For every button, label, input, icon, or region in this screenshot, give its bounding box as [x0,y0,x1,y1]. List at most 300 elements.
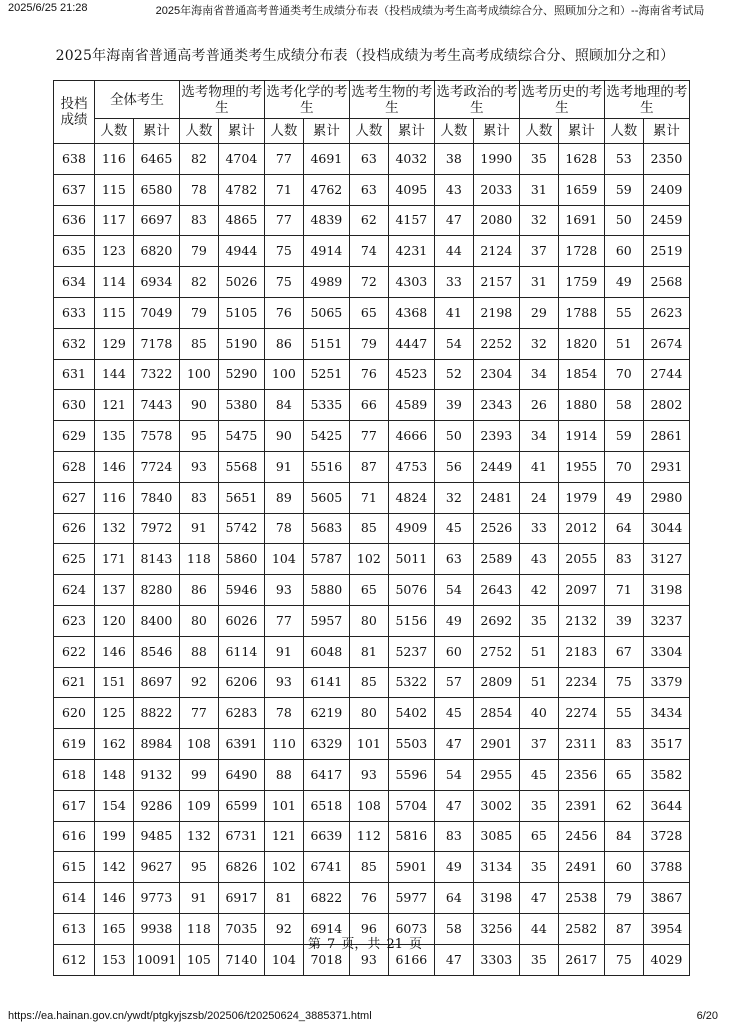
cumulative-cell: 2393 [473,421,519,452]
cumulative-cell: 7049 [133,297,179,328]
cumulative-cell: 7724 [133,451,179,482]
count-cell: 77 [264,605,303,636]
cumulative-cell: 6329 [303,729,349,760]
cumulative-cell: 1691 [558,205,604,236]
cumulative-cell: 4865 [218,205,264,236]
cumulative-cell: 1728 [558,236,604,267]
count-cell: 37 [519,729,558,760]
count-cell: 162 [94,729,133,760]
count-cell: 32 [519,205,558,236]
cumulative-cell: 5251 [303,359,349,390]
count-cell: 83 [604,729,643,760]
table-row [54,544,690,575]
count-cell: 53 [604,144,643,175]
cumulative-cell: 6166 [388,944,434,975]
cumulative-cell: 2744 [643,359,689,390]
cumulative-cell: 3728 [643,821,689,852]
cumulative-cell: 5651 [218,482,264,513]
cumulative-cell: 2854 [473,698,519,729]
table-row [54,236,690,267]
count-cell: 35 [519,144,558,175]
cumulative-cell: 4095 [388,174,434,205]
count-cell: 93 [349,759,388,790]
cumulative-cell: 5190 [218,328,264,359]
cumulative-cell: 5516 [303,451,349,482]
count-cell: 76 [349,359,388,390]
cumulative-cell: 5076 [388,575,434,606]
cumulative-cell: 6518 [303,790,349,821]
cumulative-cell: 6934 [133,267,179,298]
count-cell: 75 [604,667,643,698]
cumulative-cell: 1628 [558,144,604,175]
score-cell: 622 [54,636,95,667]
score-cell: 621 [54,667,95,698]
cumulative-cell: 5568 [218,451,264,482]
cumulative-cell: 3517 [643,729,689,760]
group-header: 选考地理的考生 [604,81,689,119]
count-cell: 65 [604,759,643,790]
cumulative-cell: 2617 [558,944,604,975]
cumulative-cell: 9132 [133,759,179,790]
cumulative-cell: 2692 [473,605,519,636]
group-header: 选考化学的考生 [264,81,349,119]
score-cell: 615 [54,852,95,883]
page-footer: 第 7 页，共 21 页 [307,937,423,952]
table-row [54,729,690,760]
page-url: https://ea.hainan.gov.cn/ywdt/ptgkyjszsb/202506/t20250624_3885371.html [8,1010,372,1022]
cumulative-cell: 4157 [388,205,434,236]
count-cell: 63 [349,174,388,205]
cumulative-cell: 3237 [643,605,689,636]
count-cell: 54 [434,328,473,359]
count-cell: 153 [94,944,133,975]
count-cell: 51 [519,667,558,698]
count-cell: 60 [434,636,473,667]
cumulative-cell: 4691 [303,144,349,175]
count-cell: 77 [179,698,218,729]
cumulative-cell: 1955 [558,451,604,482]
cumulative-cell: 2350 [643,144,689,175]
count-cell: 102 [264,852,303,883]
cumulative-cell: 5425 [303,421,349,452]
group-header: 选考历史的考生 [519,81,604,119]
count-cell: 54 [434,759,473,790]
print-page-number: 6/20 [696,1010,718,1022]
table-row [54,575,690,606]
cumulative-cell: 6639 [303,821,349,852]
count-cell: 55 [604,698,643,729]
count-cell: 142 [94,852,133,883]
cumulative-cell: 3303 [473,944,519,975]
count-cell: 132 [94,513,133,544]
count-cell: 35 [519,790,558,821]
cumulative-header: 累计 [388,119,434,144]
cumulative-cell: 8822 [133,698,179,729]
count-cell: 91 [264,636,303,667]
count-cell: 45 [519,759,558,790]
count-cell: 129 [94,328,133,359]
cumulative-cell: 2097 [558,575,604,606]
count-cell: 85 [179,328,218,359]
cumulative-cell: 3044 [643,513,689,544]
cumulative-cell: 7140 [218,944,264,975]
cumulative-cell: 6206 [218,667,264,698]
count-cell: 135 [94,421,133,452]
cumulative-cell: 3379 [643,667,689,698]
count-cell: 118 [179,913,218,944]
table-row [54,174,690,205]
count-header: 人数 [264,119,303,144]
cumulative-cell: 8984 [133,729,179,760]
count-cell: 43 [519,544,558,575]
cumulative-cell: 6731 [218,821,264,852]
cumulative-header: 累计 [218,119,264,144]
table-row [54,852,690,883]
cumulative-cell: 2674 [643,328,689,359]
score-cell: 614 [54,883,95,914]
count-cell: 93 [264,575,303,606]
count-cell: 33 [434,267,473,298]
count-cell: 77 [349,421,388,452]
count-cell: 88 [179,636,218,667]
count-cell: 165 [94,913,133,944]
cumulative-cell: 3256 [473,913,519,944]
count-cell: 85 [349,852,388,883]
count-cell: 33 [519,513,558,544]
count-cell: 75 [264,236,303,267]
table-row [54,297,690,328]
count-cell: 146 [94,636,133,667]
cumulative-cell: 3085 [473,821,519,852]
count-cell: 40 [519,698,558,729]
count-cell: 66 [349,390,388,421]
count-cell: 92 [179,667,218,698]
count-cell: 105 [179,944,218,975]
count-cell: 108 [349,790,388,821]
cumulative-cell: 2643 [473,575,519,606]
cumulative-cell: 4523 [388,359,434,390]
count-cell: 83 [434,821,473,852]
table-header-subcolumns [54,119,690,144]
table-row [54,605,690,636]
count-cell: 84 [604,821,643,852]
cumulative-cell: 2055 [558,544,604,575]
count-cell: 116 [94,482,133,513]
count-cell: 59 [604,421,643,452]
score-distribution-table [53,80,690,976]
table-row [54,421,690,452]
score-cell: 616 [54,821,95,852]
cumulative-cell: 2582 [558,913,604,944]
count-cell: 78 [264,698,303,729]
cumulative-cell: 5065 [303,297,349,328]
count-cell: 125 [94,698,133,729]
count-cell: 45 [434,698,473,729]
table-row [54,267,690,298]
cumulative-cell: 5957 [303,605,349,636]
count-cell: 100 [264,359,303,390]
count-cell: 120 [94,605,133,636]
cumulative-cell: 5290 [218,359,264,390]
count-cell: 75 [264,267,303,298]
cumulative-cell: 2491 [558,852,604,883]
score-cell: 619 [54,729,95,760]
cumulative-cell: 5026 [218,267,264,298]
cumulative-cell: 4032 [388,144,434,175]
count-cell: 26 [519,390,558,421]
count-cell: 91 [264,451,303,482]
count-cell: 80 [349,698,388,729]
document-title: 2025年海南省普通高考普通类考生成绩分布表（投档成绩为考生高考成绩综合分、照顾加分之和） [55,48,675,64]
cumulative-cell: 7018 [303,944,349,975]
count-cell: 24 [519,482,558,513]
cumulative-cell: 2234 [558,667,604,698]
count-cell: 95 [179,421,218,452]
count-cell: 101 [349,729,388,760]
cumulative-cell: 4914 [303,236,349,267]
table-row [54,636,690,667]
cumulative-cell: 2198 [473,297,519,328]
cumulative-cell: 3954 [643,913,689,944]
cumulative-cell: 5946 [218,575,264,606]
cumulative-cell: 7443 [133,390,179,421]
table-row [54,390,690,421]
cumulative-cell: 3002 [473,790,519,821]
count-cell: 79 [179,297,218,328]
score-cell: 625 [54,544,95,575]
count-cell: 65 [349,575,388,606]
cumulative-cell: 4762 [303,174,349,205]
count-cell: 123 [94,236,133,267]
cumulative-header: 累计 [303,119,349,144]
count-cell: 49 [604,482,643,513]
table-row [54,883,690,914]
count-cell: 47 [434,729,473,760]
count-cell: 65 [519,821,558,852]
count-cell: 49 [604,267,643,298]
cumulative-cell: 5156 [388,605,434,636]
cumulative-cell: 5380 [218,390,264,421]
count-cell: 70 [604,451,643,482]
count-cell: 32 [434,482,473,513]
group-header: 选考物理的考生 [179,81,264,119]
table-body [54,144,690,976]
count-cell: 57 [434,667,473,698]
cumulative-cell: 2623 [643,297,689,328]
count-cell: 64 [604,513,643,544]
cumulative-cell: 8400 [133,605,179,636]
cumulative-cell: 3644 [643,790,689,821]
cumulative-cell: 2124 [473,236,519,267]
cumulative-cell: 4303 [388,267,434,298]
count-cell: 45 [434,513,473,544]
cumulative-cell: 4989 [303,267,349,298]
count-cell: 47 [434,205,473,236]
cumulative-cell: 2356 [558,759,604,790]
count-cell: 63 [349,144,388,175]
cumulative-cell: 2861 [643,421,689,452]
count-cell: 39 [434,390,473,421]
score-cell: 631 [54,359,95,390]
cumulative-cell: 2568 [643,267,689,298]
score-cell: 630 [54,390,95,421]
cumulative-cell: 4447 [388,328,434,359]
count-cell: 63 [434,544,473,575]
cumulative-cell: 10091 [133,944,179,975]
count-cell: 38 [434,144,473,175]
cumulative-cell: 6697 [133,205,179,236]
cumulative-cell: 5596 [388,759,434,790]
count-cell: 83 [179,482,218,513]
cumulative-cell: 5816 [388,821,434,852]
count-cell: 47 [434,790,473,821]
cumulative-cell: 6917 [218,883,264,914]
cumulative-cell: 1659 [558,174,604,205]
cumulative-cell: 6283 [218,698,264,729]
cumulative-cell: 3127 [643,544,689,575]
count-header: 人数 [604,119,643,144]
count-cell: 31 [519,267,558,298]
cumulative-cell: 5322 [388,667,434,698]
count-cell: 99 [179,759,218,790]
count-cell: 64 [434,883,473,914]
count-cell: 108 [179,729,218,760]
cumulative-cell: 4704 [218,144,264,175]
score-cell: 633 [54,297,95,328]
cumulative-cell: 2343 [473,390,519,421]
cumulative-cell: 5880 [303,575,349,606]
score-cell: 637 [54,174,95,205]
count-cell: 81 [264,883,303,914]
count-cell: 137 [94,575,133,606]
cumulative-cell: 7972 [133,513,179,544]
count-cell: 89 [264,482,303,513]
score-cell: 626 [54,513,95,544]
count-cell: 71 [264,174,303,205]
cumulative-cell: 1820 [558,328,604,359]
count-cell: 121 [264,821,303,852]
count-header: 人数 [179,119,218,144]
count-cell: 75 [604,944,643,975]
group-header: 选考政治的考生 [434,81,519,119]
count-cell: 112 [349,821,388,852]
count-cell: 121 [94,390,133,421]
cumulative-cell: 5683 [303,513,349,544]
cumulative-cell: 2012 [558,513,604,544]
count-cell: 91 [179,513,218,544]
score-cell: 635 [54,236,95,267]
cumulative-cell: 5977 [388,883,434,914]
count-cell: 52 [434,359,473,390]
cumulative-cell: 2033 [473,174,519,205]
count-cell: 76 [349,883,388,914]
cumulative-cell: 3134 [473,852,519,883]
count-cell: 171 [94,544,133,575]
count-cell: 47 [434,944,473,975]
count-cell: 65 [349,297,388,328]
score-cell: 638 [54,144,95,175]
cumulative-cell: 6490 [218,759,264,790]
cumulative-cell: 2980 [643,482,689,513]
count-cell: 54 [434,575,473,606]
count-cell: 35 [519,944,558,975]
cumulative-cell: 5503 [388,729,434,760]
table-row [54,698,690,729]
table-row [54,359,690,390]
count-header: 人数 [349,119,388,144]
count-cell: 100 [179,359,218,390]
count-cell: 146 [94,451,133,482]
cumulative-cell: 3198 [473,883,519,914]
cumulative-cell: 5011 [388,544,434,575]
count-cell: 91 [179,883,218,914]
count-cell: 80 [179,605,218,636]
cumulative-cell: 1880 [558,390,604,421]
count-cell: 79 [604,883,643,914]
cumulative-cell: 4782 [218,174,264,205]
count-cell: 77 [264,144,303,175]
count-cell: 41 [434,297,473,328]
count-cell: 95 [179,852,218,883]
count-cell: 44 [519,913,558,944]
count-cell: 199 [94,821,133,852]
cumulative-header: 累计 [133,119,179,144]
cumulative-cell: 2519 [643,236,689,267]
table-row [54,821,690,852]
cumulative-cell: 6580 [133,174,179,205]
count-cell: 154 [94,790,133,821]
count-cell: 78 [264,513,303,544]
cumulative-cell: 2391 [558,790,604,821]
cumulative-header: 累计 [473,119,519,144]
table-row [54,451,690,482]
count-cell: 92 [264,913,303,944]
count-cell: 118 [179,544,218,575]
count-cell: 50 [604,205,643,236]
count-cell: 35 [519,605,558,636]
count-cell: 37 [519,236,558,267]
count-header: 人数 [434,119,473,144]
cumulative-cell: 5237 [388,636,434,667]
cumulative-cell: 4666 [388,421,434,452]
count-cell: 70 [604,359,643,390]
count-cell: 109 [179,790,218,821]
cumulative-cell: 7840 [133,482,179,513]
count-cell: 34 [519,421,558,452]
cumulative-cell: 4029 [643,944,689,975]
count-header: 人数 [94,119,133,144]
cumulative-cell: 9627 [133,852,179,883]
count-cell: 35 [519,852,558,883]
cumulative-cell: 4753 [388,451,434,482]
cumulative-cell: 2901 [473,729,519,760]
cumulative-cell: 7578 [133,421,179,452]
count-cell: 43 [434,174,473,205]
cumulative-cell: 6822 [303,883,349,914]
table-row [54,513,690,544]
cumulative-cell: 2526 [473,513,519,544]
table-row [54,790,690,821]
score-cell: 612 [54,944,95,975]
count-cell: 144 [94,359,133,390]
count-cell: 116 [94,144,133,175]
cumulative-cell: 7322 [133,359,179,390]
cumulative-cell: 2955 [473,759,519,790]
cumulative-cell: 1854 [558,359,604,390]
cumulative-cell: 4944 [218,236,264,267]
cumulative-cell: 1990 [473,144,519,175]
cumulative-cell: 2589 [473,544,519,575]
